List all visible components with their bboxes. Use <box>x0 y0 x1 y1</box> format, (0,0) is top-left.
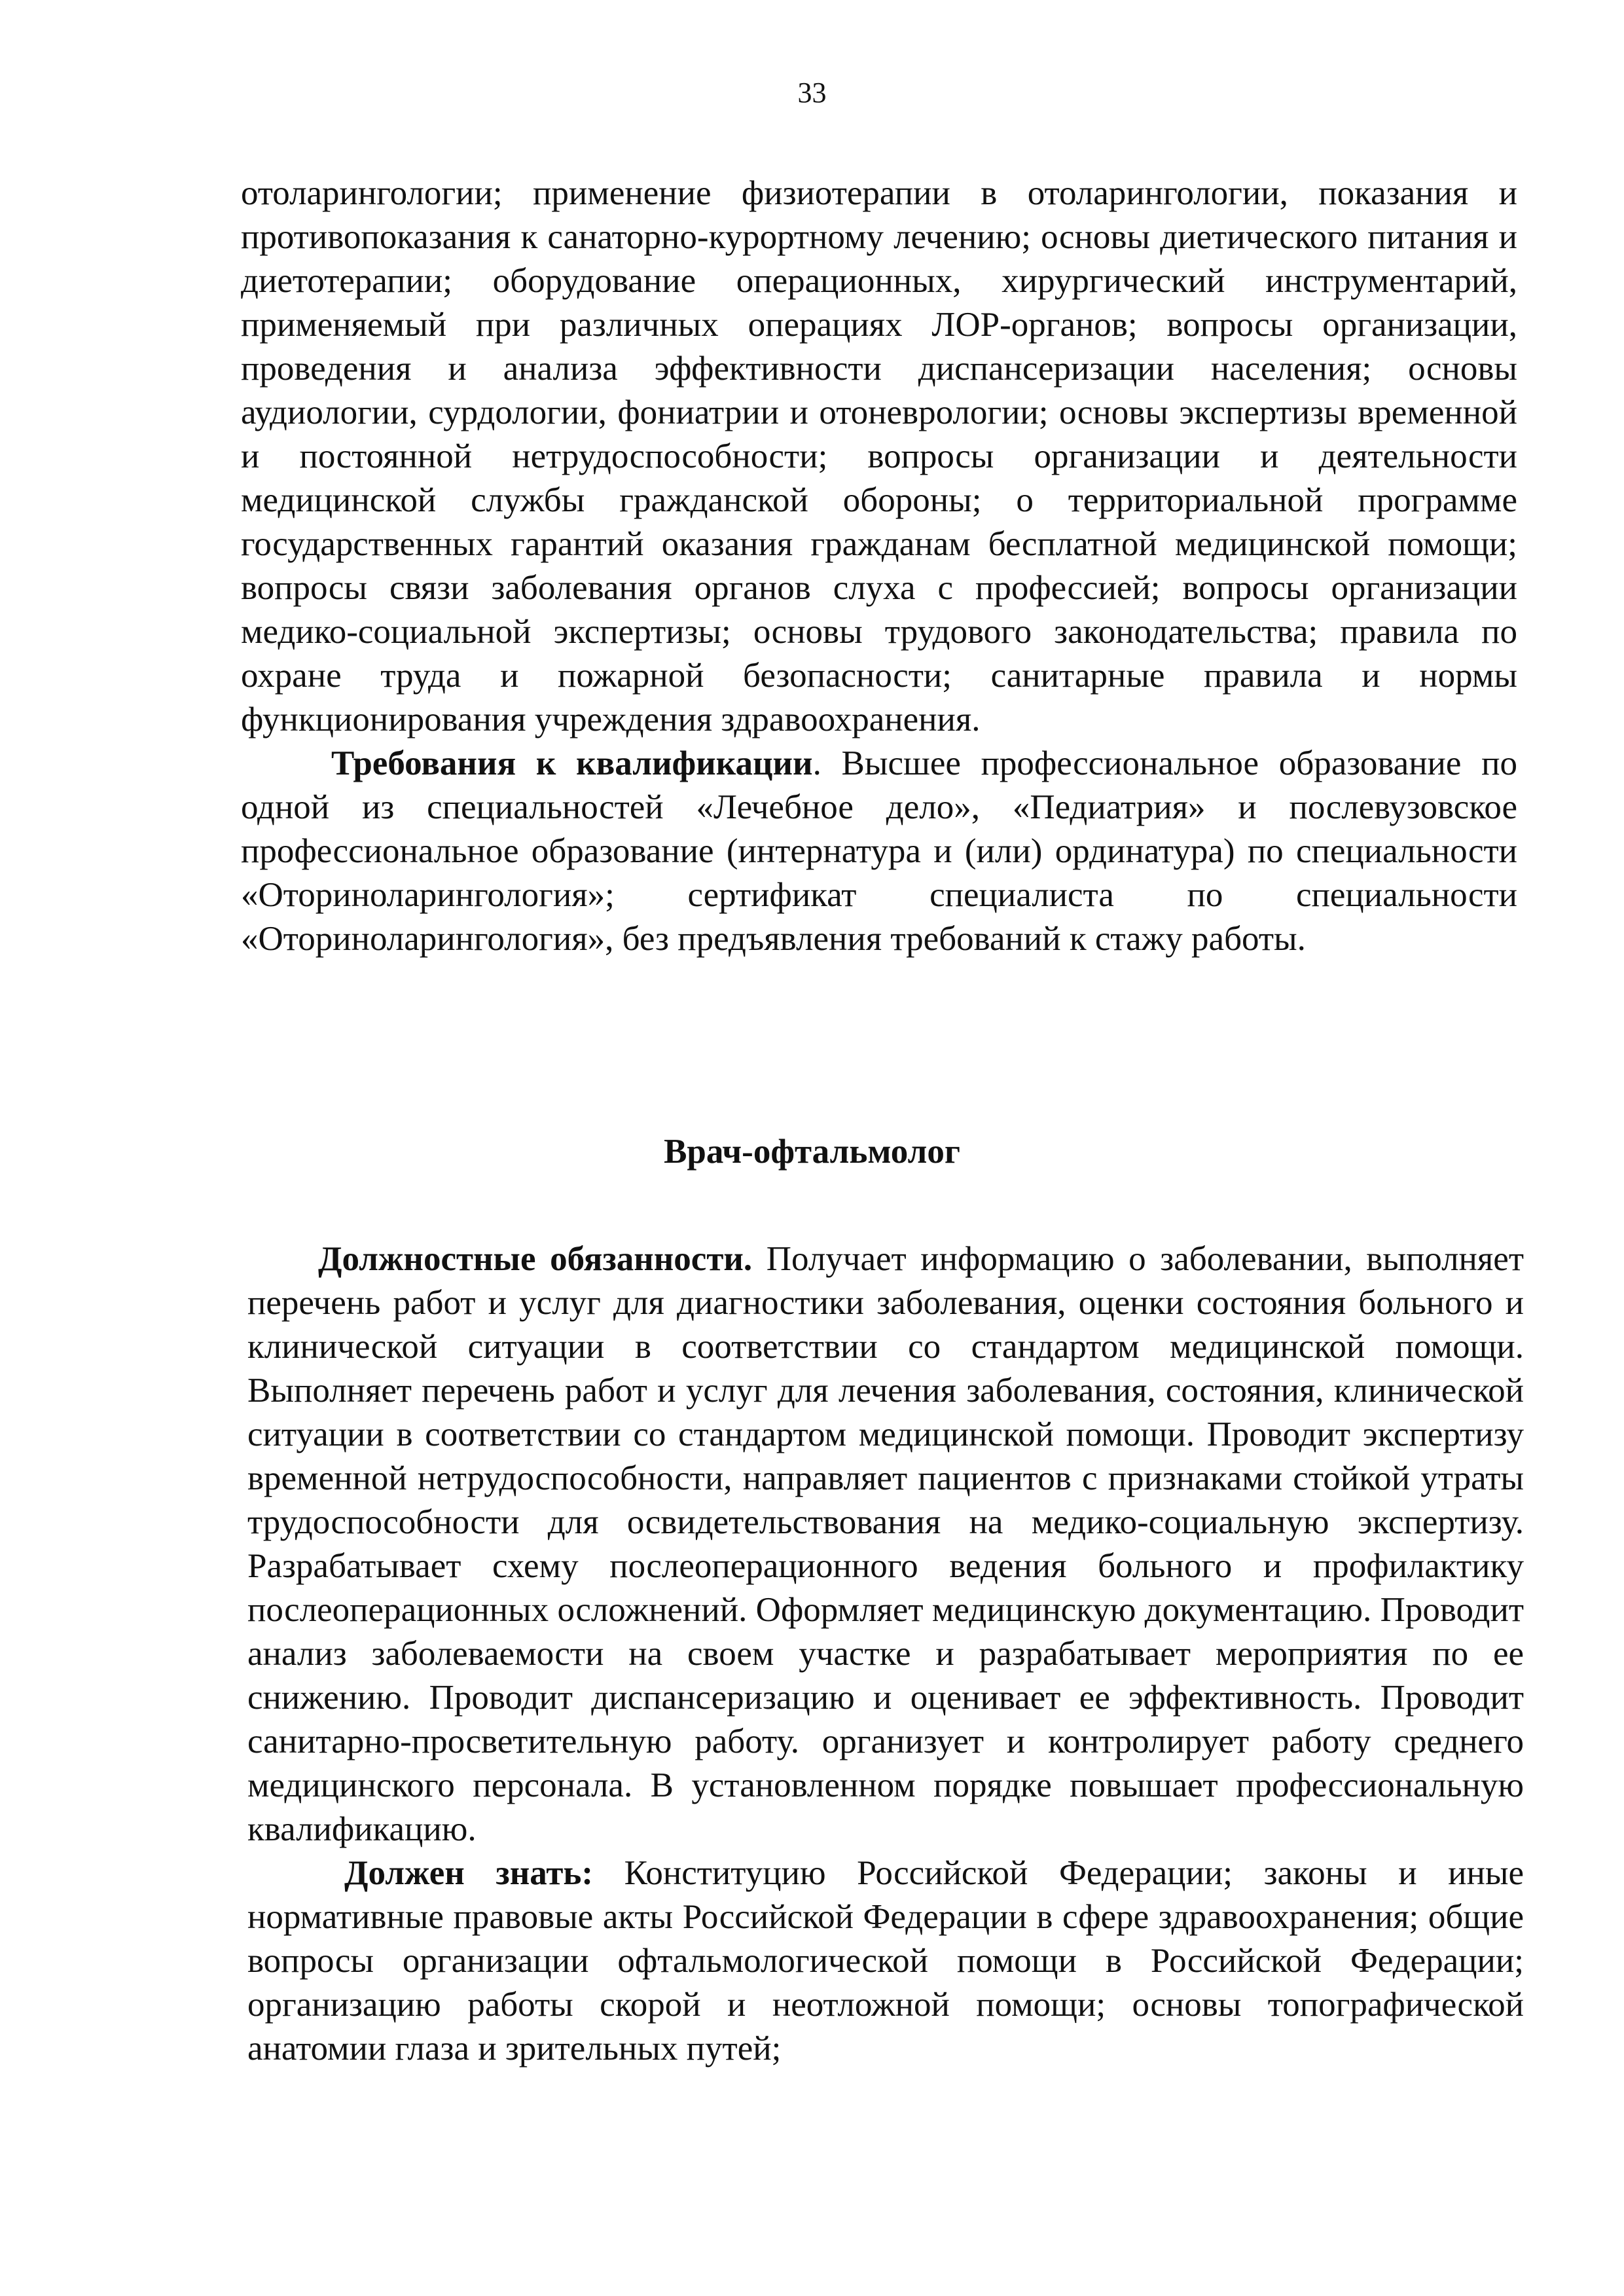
ophthalmologist-section-text <box>247 1237 1524 2071</box>
knowledge-list-continuation: отоларингологии; применение физиотерапии в отоларингологии, показания и противопоказания к санаторно-курортному лечению; основы диетического питания и диетотерапии; оборудование операционных, хирургический инструментарий, применяемый при различных операциях ЛОР-органов; вопросы организации, проведения и анализа эффективности диспансеризации населения; основы аудиологии, сурдологии, фониатрии и отоневрологии; основы экспертизы временной и постоянной нетрудоспособности; вопросы организации и деятельности медицинской службы гражданской обороны; о территориальной программе государственных гарантий оказания гражданам бесплатной медицинской помощи; вопросы связи заболевания органов слуха с профессией; вопросы организации медико-социальной экспертизы; основы трудового законодательства; правила по охране труда и пожарной безопасности; санитарные правила и нормы функционирования учреждения здравоохранения. <box>241 174 1517 738</box>
continued-section-text <box>241 172 1517 961</box>
knowledge-paragraph <box>247 1851 1524 2071</box>
duties-paragraph <box>247 1237 1524 1851</box>
section-heading: Врач-офтальмолог <box>664 1133 960 1171</box>
duties-lead: Должностные обязанности. <box>318 1240 753 1278</box>
knowledge-lead: Должен знать: <box>344 1854 594 1892</box>
duties-text: Получает информацию о заболевании, выполняет перечень работ и услуг для диагностики заболевания, оценки состояния больного и клинической ситуации в соответствии со стандартом медицинской помощи. Выполняет перечень работ и услуг для лечения заболевания, состояния, клинической ситуации в соответствии со стандартом медицинской помощи. Проводит экспертизу временной нетрудоспособности, направляет пациентов с признаками стойкой утраты трудоспособности для освидетельствования на медико-социальную экспертизу. Разрабатывает схему послеоперационного ведения больного и профилактику послеоперационных осложнений. Оформляет медицинскую документацию. Проводит анализ заболеваемости на своем участке и разрабатывает мероприятия по ее снижению. Проводит диспансеризацию и оценивает ее эффективность. Проводит санитарно-просветительную работу. организует и контролирует работу среднего медицинского персонала. В установленном порядке повышает профессиональную квалификацию. <box>247 1240 1524 1848</box>
qualification-requirements-lead: Требования к квалификации <box>331 744 813 782</box>
knowledge-text: Конституцию Российской Федерации; законы и иные нормативные правовые акты Российской Федерации в сфере здравоохранения; общие вопросы организации офтальмологической помощи в Российской Федерации; организацию работы скорой и неотложной помощи; основы топографической анатомии глаза и зрительных путей; <box>247 1854 1525 2068</box>
page-number: 33 <box>797 77 827 109</box>
qualification-requirements-text: . Высшее профессиональное образование по одной из специальностей «Лечебное дело», «Педиатрия» и послевузовское профессиональное образование (интернатура и (или) ординатура) по специальности «Оториноларингология»; сертификат специалиста по специальности «Оториноларингология», без предъявления требований к стажу работы. <box>241 744 1518 958</box>
qualification-requirements-paragraph <box>241 742 1517 961</box>
